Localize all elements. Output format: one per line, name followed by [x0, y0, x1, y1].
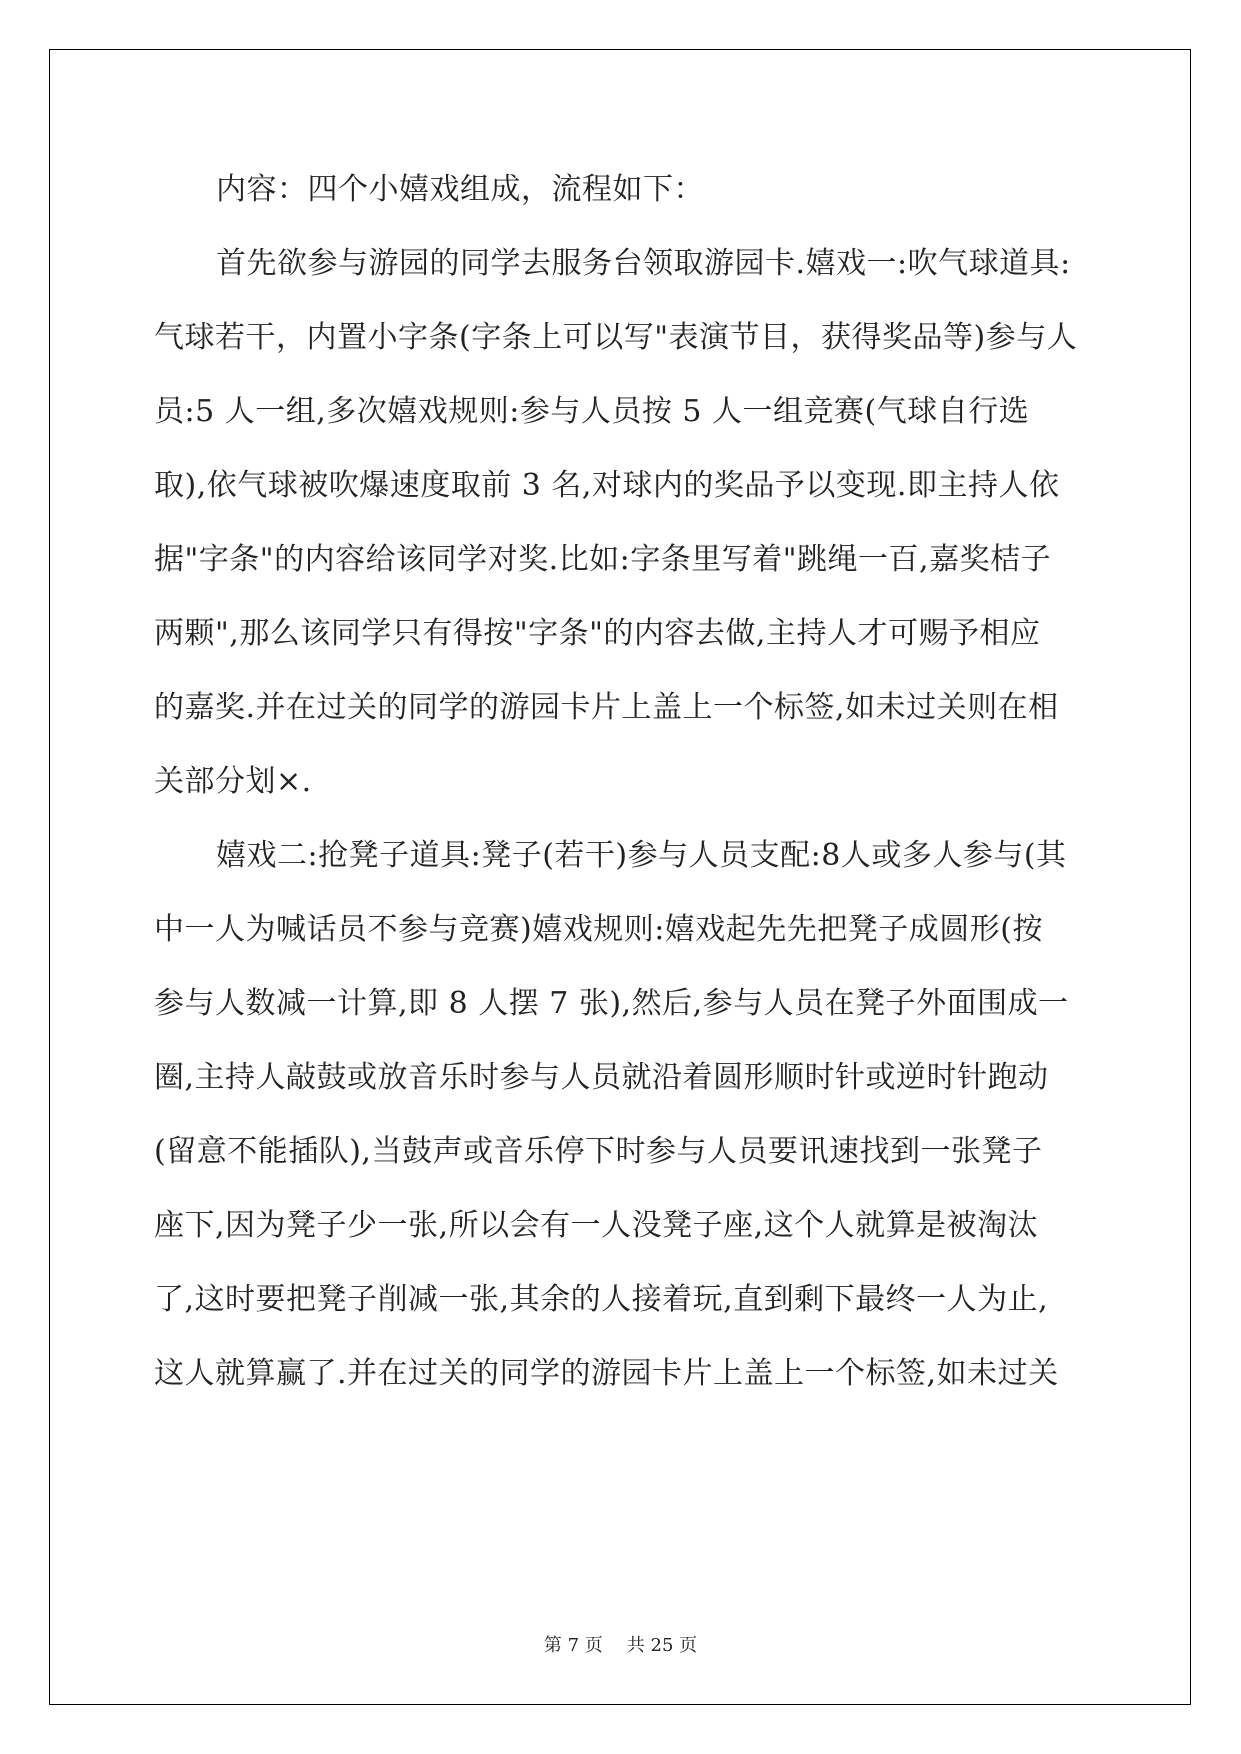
- paragraph-game-one-line: 关部分划×.: [154, 764, 312, 799]
- paragraph-game-one-line: 的嘉奖.并在过关的同学的游园卡片上盖上一个标签,如未过关则在相: [154, 690, 1059, 725]
- page-number: 第 7 页: [543, 1635, 603, 1656]
- paragraph-intro-line: 内容：四个小嬉戏组成，流程如下：: [216, 172, 704, 207]
- paragraph-game-two-line: 了,这时要把凳子削减一张,其余的人接着玩,直到剩下最终一人为止,: [154, 1282, 1049, 1317]
- paragraph-game-two-line: (留意不能插队),当鼓声或音乐停下时参与人员要讯速找到一张凳子: [154, 1134, 1043, 1169]
- paragraph-game-one-line: 据"字条"的内容给该同学对奖.比如:字条里写着"跳绳一百,嘉奖桔子: [154, 542, 1052, 577]
- paragraph-game-two-line: 座下,因为凳子少一张,所以会有一人没凳子座,这个人就算是被淘汰: [154, 1208, 1039, 1243]
- paragraph-game-one-line: 气球若干，内置小字条(字条上可以写"表演节目，获得奖品等)参与人: [154, 320, 1078, 355]
- paragraph-game-one-line: 首先欲参与游园的同学去服务台领取游园卡.嬉戏一:吹气球道具:: [216, 246, 1071, 281]
- paragraph-game-one-line: 员:5 人一组,多次嬉戏规则:参与人员按 5 人一组竞赛(气球自行选: [154, 394, 1030, 429]
- paragraph-game-one-line: 两颗",那么该同学只有得按"字条"的内容去做,主持人才可赐予相应: [154, 616, 1041, 651]
- page-footer: [0, 1631, 1241, 1657]
- paragraph-game-one-line: 取),依气球被吹爆速度取前 3 名,对球内的奖品予以变现.即主持人依: [154, 468, 1060, 503]
- paragraph-game-two-line: 圈,主持人敲鼓或放音乐时参与人员就沿着圆形顺时针或逆时针跑动: [154, 1060, 1049, 1095]
- paragraph-game-two-line: 中一人为喊话员不参与竞赛)嬉戏规则:嬉戏起先先把凳子成圆形(按: [154, 912, 1044, 947]
- paragraph-game-two-line: 参与人数减一计算,即 8 人摆 7 张),然后,参与人员在凳子外面围成一: [154, 986, 1069, 1021]
- paragraph-game-two-line: 嬉戏二:抢凳子道具:凳子(若干)参与人员支配:8人或多人参与(其: [216, 838, 1067, 873]
- paragraph-game-two-line: 这人就算赢了.并在过关的同学的游园卡片上盖上一个标签,如未过关: [154, 1356, 1059, 1391]
- page-total: 共 25 页: [626, 1635, 698, 1656]
